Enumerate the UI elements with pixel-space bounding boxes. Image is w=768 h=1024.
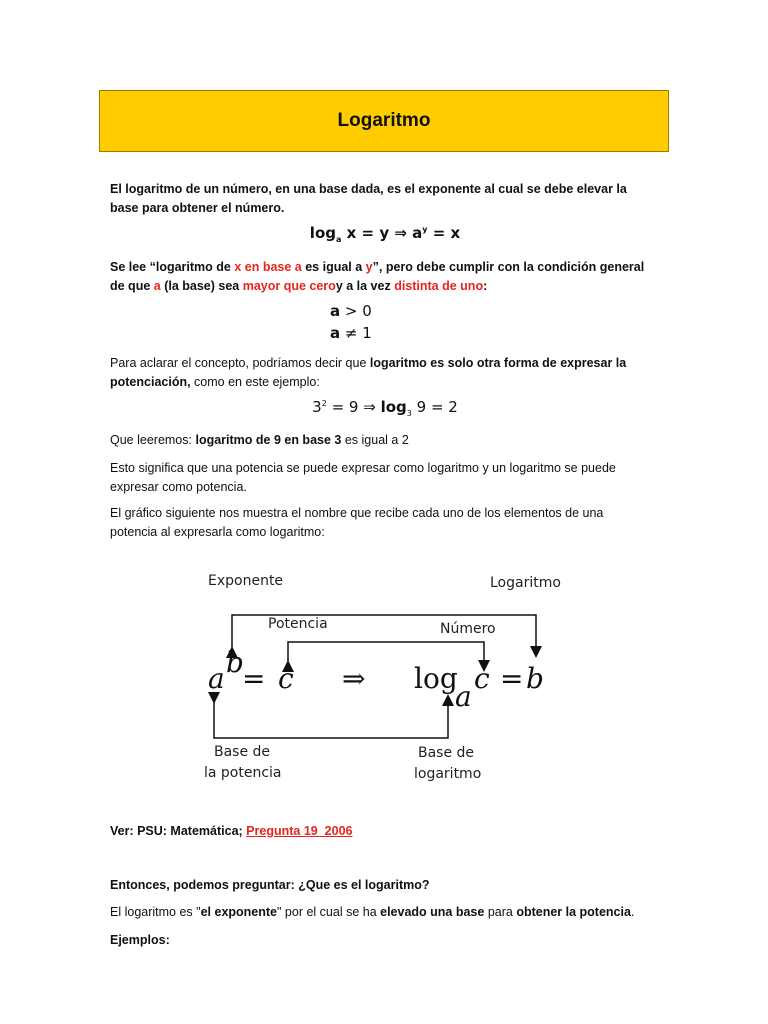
label-potencia: Potencia <box>268 616 328 632</box>
math-log-sub: a <box>455 680 472 713</box>
answer-text: para <box>484 905 517 919</box>
formula-pow-base: a <box>412 224 423 242</box>
ver-line <box>110 822 650 841</box>
answer-text: El logaritmo es " <box>110 905 201 919</box>
reading-text: es igual a <box>301 260 366 274</box>
math-log: log <box>414 662 458 695</box>
example-base: 3 <box>312 398 322 416</box>
math-c2: c <box>474 662 490 695</box>
label-numero: Número <box>440 621 496 637</box>
answer-paragraph <box>110 903 650 922</box>
read-example-text: es igual a 2 <box>341 433 409 447</box>
clarify-bold: logaritmo es solo otra forma de expresar la potenciación, <box>110 356 627 389</box>
question-line: Entonces, podemos preguntar: ¿Que es el logaritmo? <box>110 878 430 892</box>
label-base-de-log: Base de <box>418 745 475 761</box>
example-log: log <box>380 398 407 416</box>
math-a: a <box>208 662 225 695</box>
reading-paragraph <box>110 258 650 296</box>
condition-not-one <box>330 324 430 342</box>
math-implies: ⇒ <box>342 662 366 695</box>
formula-rhs: = x <box>432 224 461 242</box>
example-rest: 9 = 2 <box>411 398 458 416</box>
pregunta-link[interactable]: Pregunta 19_2006 <box>246 824 353 838</box>
clarify-text: como en este ejemplo: <box>190 375 320 389</box>
read-example-bold: logaritmo de 9 en base 3 <box>195 433 342 447</box>
answer-bold: obtener la potencia <box>516 905 631 919</box>
formula-log: log <box>309 224 336 242</box>
reading-highlight: y <box>365 260 373 274</box>
math-eq2: = <box>500 662 524 695</box>
label-base-de: Base de <box>214 744 271 760</box>
clarify-text: Para aclarar el concepto, podríamos decir que <box>110 356 370 370</box>
label-exponente: Exponente <box>208 573 284 589</box>
reading-text: y a la vez <box>335 279 395 293</box>
reading-text: (la base) sea <box>160 279 243 293</box>
graphic-intro-paragraph: El gráfico siguiente nos muestra el nombre que recibe cada uno de los elementos de una potencia al expresarla como logaritmo: <box>110 506 604 539</box>
formula-pow-exp: y <box>422 225 428 234</box>
reading-highlight: distinta de uno <box>394 279 484 293</box>
condition-rest: ≠ 1 <box>344 324 372 342</box>
page-title: Logaritmo <box>337 110 431 131</box>
ver-label: Ver: PSU: Matemática; <box>110 824 247 838</box>
reading-highlight: mayor que cero <box>242 279 336 293</box>
examples-heading: Ejemplos: <box>110 933 170 947</box>
math-c: c <box>278 662 294 695</box>
math-b2: b <box>526 662 544 695</box>
read-example-text: Que leeremos: <box>110 433 196 447</box>
example-log-base: 3 <box>406 409 412 418</box>
condition-var: a <box>330 302 341 320</box>
reading-text: ”, pero debe cumplir con la condición general de que <box>110 260 645 293</box>
label-logaritmo-base: logaritmo <box>414 766 482 782</box>
log-elements-diagram <box>196 560 576 790</box>
condition-rest: > 0 <box>344 302 372 320</box>
label-la-potencia: la potencia <box>204 765 282 781</box>
reading-highlight: a <box>153 279 161 293</box>
clarify-paragraph <box>110 354 650 392</box>
formula-arg: x = y <box>346 224 390 242</box>
reading-highlight: x en base a <box>234 260 302 274</box>
reading-text: Se lee “logaritmo de <box>110 260 235 274</box>
example-exp: 2 <box>321 399 327 408</box>
condition-var: a <box>330 324 341 342</box>
example-mid: = 9 ⇒ <box>326 398 376 416</box>
example-formula <box>270 398 500 418</box>
answer-text: " por el cual se ha <box>277 905 381 919</box>
condition-positive <box>330 302 430 320</box>
intro-paragraph: El logaritmo de un número, en una base dada, es el exponente al cual se debe elevar la base para obtener el número. <box>110 182 627 215</box>
answer-text: . <box>630 905 635 919</box>
answer-bold: elevado una base <box>380 905 485 919</box>
label-logaritmo: Logaritmo <box>490 575 561 591</box>
answer-bold: el exponente <box>200 905 278 919</box>
read-example-paragraph <box>110 431 650 450</box>
log-definition-formula <box>250 224 520 244</box>
arrow-bases <box>214 698 448 738</box>
meaning-paragraph: Esto significa que una potencia se puede expresar como logaritmo y un logaritmo se puede expresar como potencia. <box>110 461 616 494</box>
math-b-exp: b <box>226 646 244 679</box>
reading-text: : <box>483 279 488 293</box>
formula-log-base: a <box>335 235 342 244</box>
math-eq: = <box>242 662 266 695</box>
title-banner <box>99 90 669 152</box>
formula-implies: ⇒ <box>394 224 407 242</box>
